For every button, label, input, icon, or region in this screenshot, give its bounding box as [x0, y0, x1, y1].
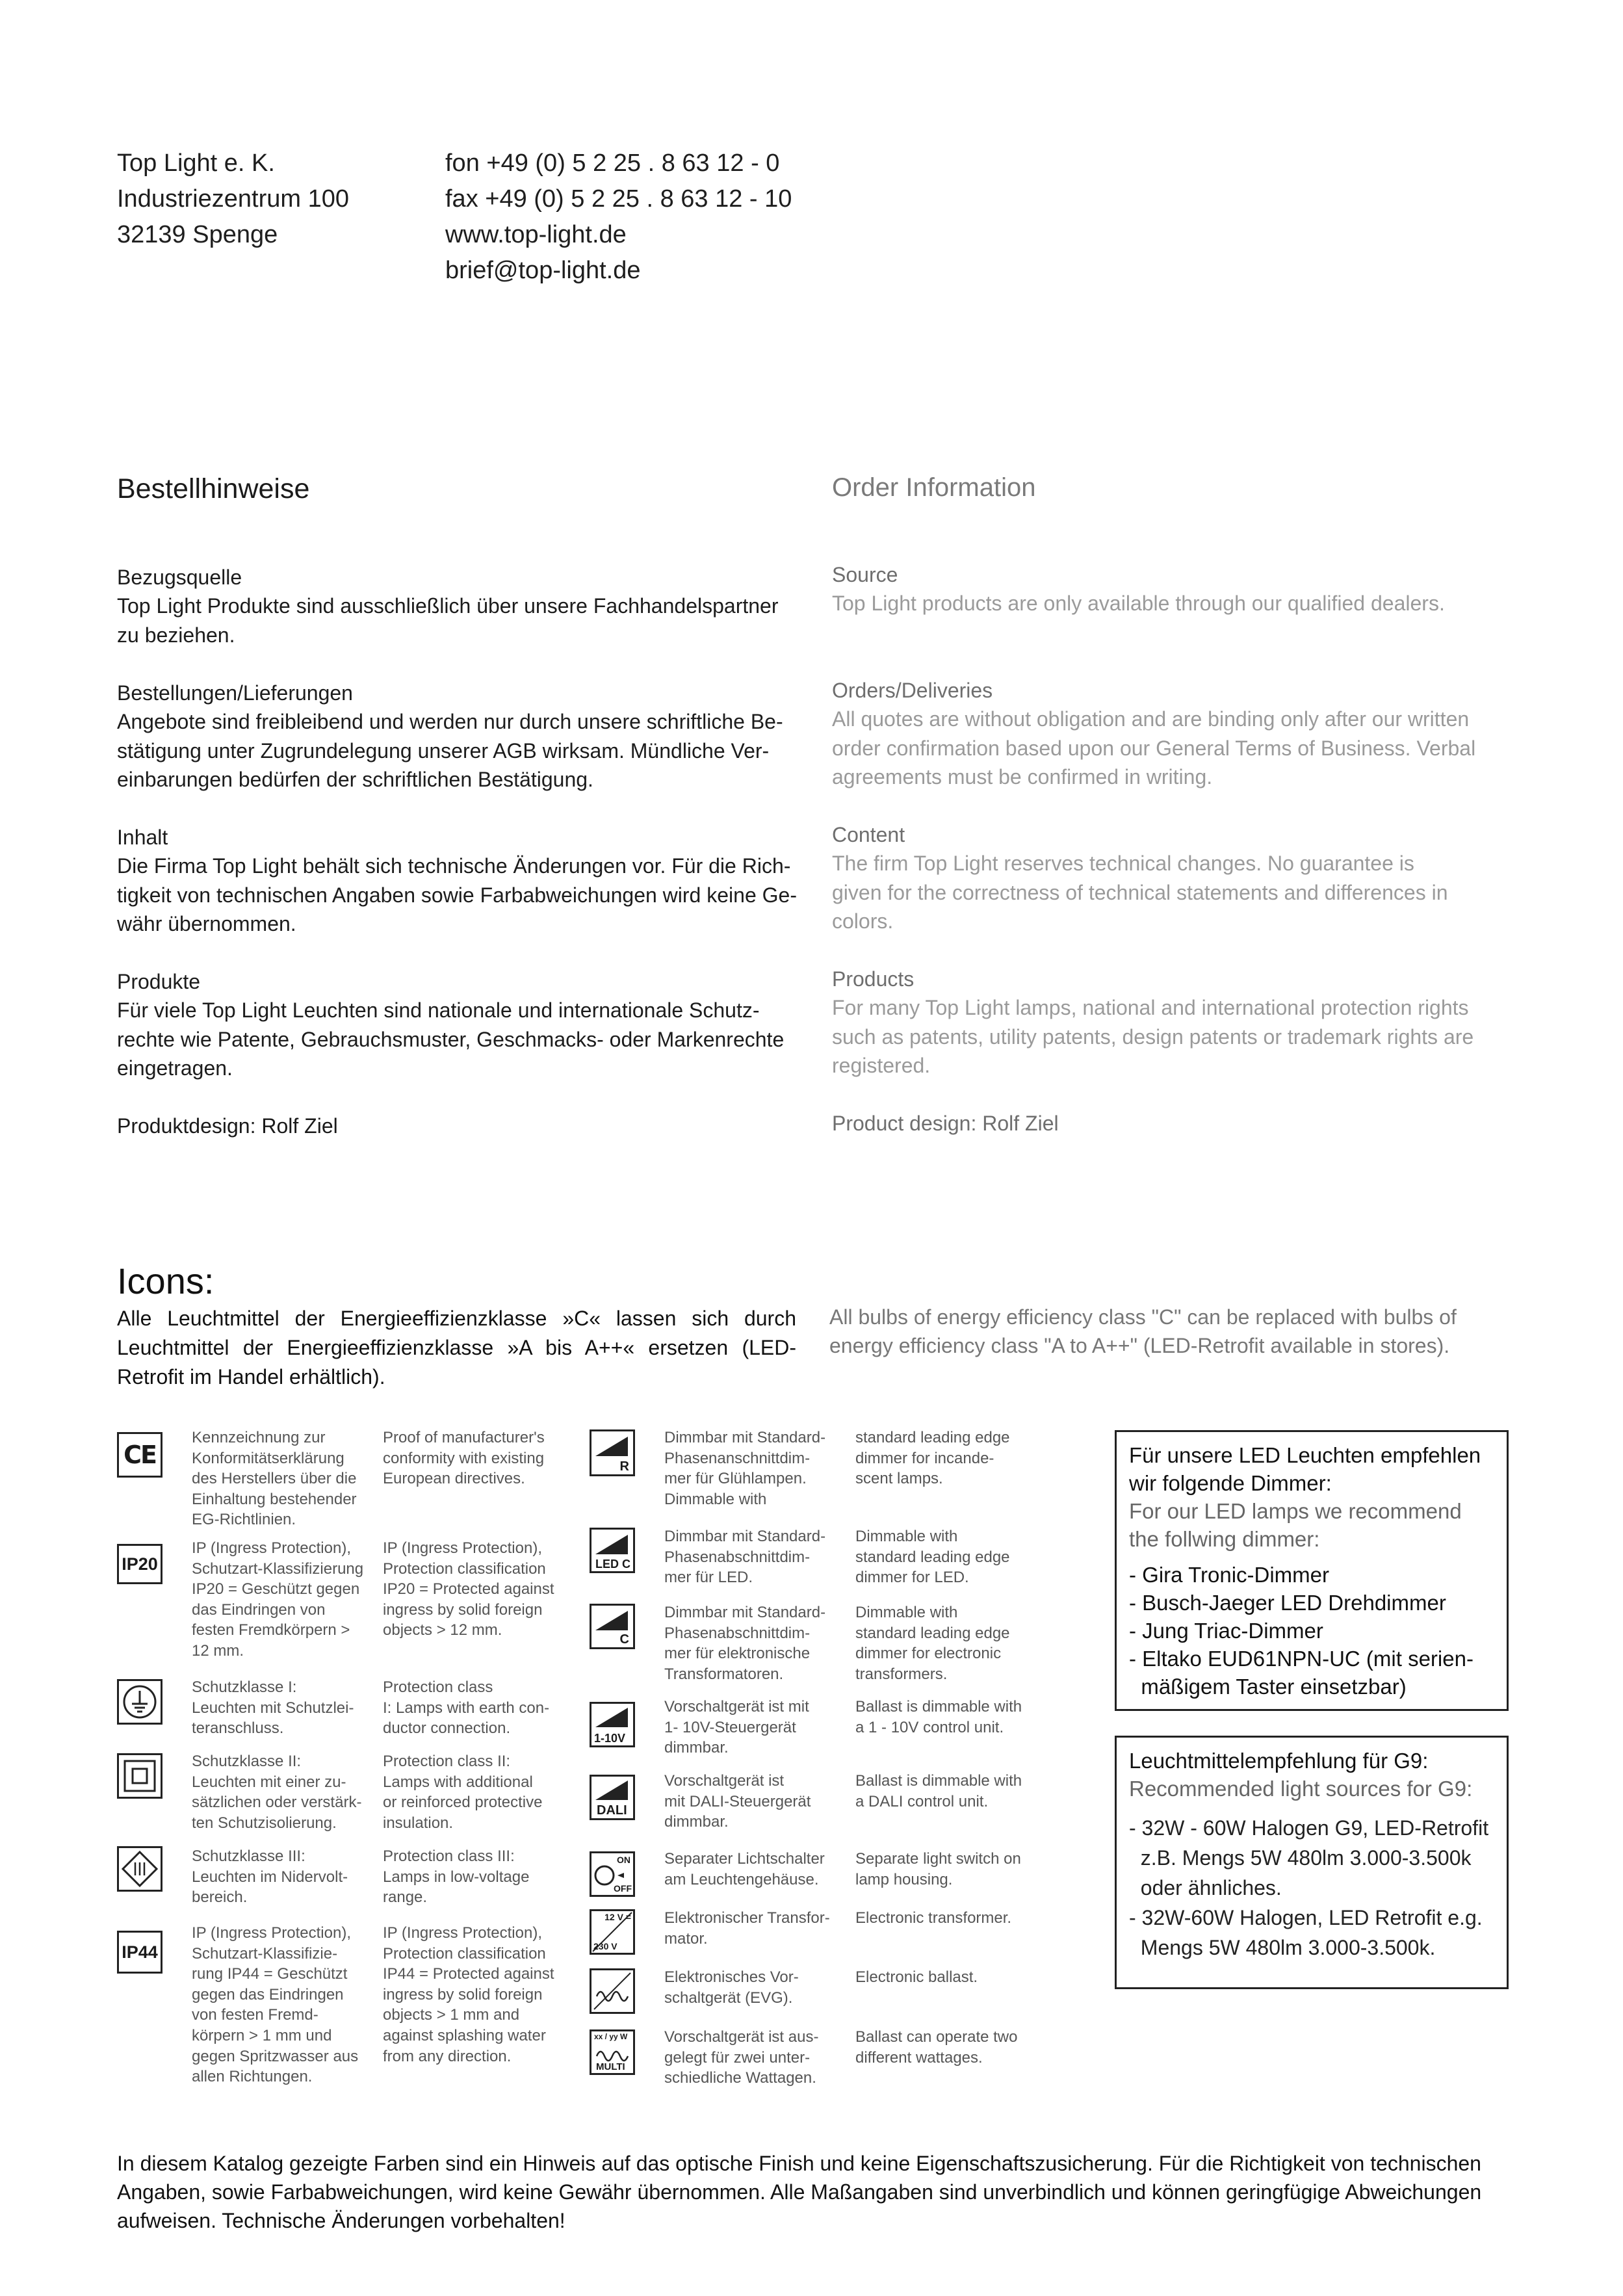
text-line: or reinforced protective: [383, 1794, 543, 1812]
text-line: mator.: [664, 1929, 708, 1948]
legend-class2-de: [192, 1751, 361, 1833]
ip44-label: IP44: [122, 1942, 158, 1962]
text-line: einbarungen bedürfen der schriftlichen Bestätigung.: [117, 768, 593, 791]
legend-ip44-en: [383, 1923, 554, 2067]
text-line: Schutzklasse I:: [192, 1678, 297, 1696]
company-name: Top Light e. K.: [117, 150, 275, 177]
icon-label: 1-10V: [594, 1732, 626, 1745]
dimmer-c-icon: [590, 1604, 635, 1649]
section-source-en: [832, 560, 1445, 618]
text-line: IP (Ingress Protection),: [383, 1539, 542, 1557]
section-content-de: [117, 823, 797, 939]
icons-intro-de: [117, 1304, 796, 1392]
text-line: währ übernommen.: [117, 912, 296, 935]
text-line: schaltgerät (EVG).: [664, 1989, 793, 2007]
product-design-en: Product design: Rolf Ziel: [832, 1112, 1059, 1135]
text-line: mer für LED.: [664, 1569, 753, 1587]
text-line: Protection classification: [383, 1944, 546, 1963]
section-heading: Inhalt: [117, 826, 168, 849]
text-line: bereich.: [192, 1888, 248, 1907]
legend-dimmer-ledc-en: [855, 1526, 1010, 1588]
text-line: Phasenabschnittdim-: [664, 1548, 811, 1566]
text-line: standard leading edge: [855, 1548, 1010, 1566]
list-item: z.B. Mengs 5W 480lm 3.000-3.500k: [1129, 1846, 1472, 1870]
legend-ce-en: [383, 1428, 545, 1489]
text-line: Lamps with additional: [383, 1773, 533, 1791]
section-orders-de: [117, 679, 783, 794]
text-line: stätigung unter Zugrundelegung unserer AGB wirksam. Mündliche Ver-: [117, 738, 770, 763]
text-line: standard leading edge: [855, 1429, 1010, 1446]
text-line: IP20 = Geschützt gegen: [192, 1580, 360, 1598]
icon-label: DALI: [597, 1803, 627, 1818]
text-line: Recommended light sources for G9:: [1129, 1777, 1473, 1801]
legend-dimmer-c-de: [664, 1602, 825, 1684]
text-line: range.: [383, 1888, 428, 1907]
text-line: All bulbs of energy efficiency class "C" can be replaced with bulbs of: [829, 1305, 1457, 1329]
text-line: Phasenabschnittdim-: [664, 1624, 811, 1642]
text-line: Leuchten mit Schutzlei-: [192, 1699, 354, 1717]
text-line: IP (Ingress Protection),: [192, 1539, 351, 1557]
g9-recommendation-box: [1115, 1736, 1509, 1989]
text-line: For our LED lamps we recommend: [1129, 1499, 1462, 1523]
text-line: ingress by solid foreign: [383, 1985, 543, 2003]
legend-class3-en: [383, 1846, 529, 1908]
ip20-icon: [117, 1544, 162, 1584]
legend-class1-en: [383, 1677, 549, 1739]
text-line: conformity with existing: [383, 1449, 545, 1467]
text-line: Protection classification: [383, 1559, 546, 1578]
text-line: teranschluss.: [192, 1719, 284, 1738]
text-line: Für viele Top Light Leuchten sind nationale und internationale Schutz-: [117, 998, 760, 1022]
text-line: Dimmable with: [664, 1490, 767, 1508]
legend-class3-de: [192, 1846, 348, 1908]
text-line: Leuchtmittel der Energieeffizienzklasse »A bis A++« ersetzen (LED-: [117, 1336, 796, 1359]
legend-transformer-de: [664, 1908, 830, 1949]
text-line: a 1 - 10V control unit.: [855, 1718, 1004, 1736]
ip44-icon: [117, 1931, 162, 1974]
text-line: For many Top Light lamps, national and international protection rights: [832, 996, 1469, 1019]
list-item: - Gira Tronic-Dimmer: [1129, 1563, 1330, 1587]
section-orders-en: [832, 676, 1475, 792]
text-line: gegen Spritzwasser aus: [192, 2047, 359, 2065]
list-item: - Busch-Jaeger LED Drehdimmer: [1129, 1591, 1446, 1615]
text-line: Ballast can operate two: [855, 2028, 1018, 2046]
legend-dimmer-r-de: [664, 1428, 825, 1509]
section-products-en: [832, 965, 1474, 1080]
text-line: IP (Ingress Protection),: [192, 1924, 351, 1942]
text-line: Dimmbar mit Standard-: [664, 1604, 826, 1621]
text-line: Ballast is dimmable with: [855, 1772, 1022, 1790]
text-line: In diesem Katalog gezeigte Farben sind ein Hinweis auf das optische Finish und keine Eigenschaftszusicherung. Für die Richtigkeit von technischen: [117, 2152, 1481, 2175]
text-line: dimmer for incande-: [855, 1449, 994, 1467]
text-line: Vorschaltgerät ist mit: [664, 1698, 809, 1715]
list-item: Mengs 5W 480lm 3.000-3.500k.: [1129, 1936, 1436, 1959]
text-line: such as patents, utility patents, design patents or trademark rights are: [832, 1024, 1474, 1049]
text-line: wir folgende Dimmer:: [1129, 1471, 1332, 1495]
text-line: insulation.: [383, 1814, 454, 1832]
text-line: dimmbar.: [664, 1739, 729, 1757]
section-heading: Products: [832, 967, 915, 991]
text-line: objects > 1 mm and: [383, 2006, 520, 2024]
legend-ce-de: [192, 1428, 357, 1530]
text-line: standard leading edge: [855, 1624, 1010, 1642]
text-line: IP (Ingress Protection),: [383, 1924, 542, 1942]
text-line: dimmer for electronic: [855, 1645, 1002, 1663]
text-line: IP20 = Protected against: [383, 1580, 554, 1598]
text-line: Dimmbar mit Standard-: [664, 1429, 826, 1446]
text-line: tigkeit von technischen Angaben sowie Farbabweichungen wird keine Ge-: [117, 883, 797, 907]
text-line: registered.: [832, 1054, 931, 1077]
legend-dali-en: [855, 1771, 1022, 1812]
dimmer-led-c-icon: [590, 1528, 635, 1573]
text-line: schiedliche Wattagen.: [664, 2069, 816, 2087]
icon-label: R: [619, 1459, 629, 1474]
text-line: transformers.: [855, 1665, 948, 1683]
order-info-title-en: Order Information: [832, 473, 1036, 502]
text-line: Vorschaltgerät ist: [664, 1772, 785, 1790]
text-line: Transformatoren.: [664, 1665, 784, 1683]
text-line: sätzlichen oder verstärk-: [192, 1794, 362, 1812]
text-line: eingetragen.: [117, 1056, 233, 1080]
list-item: mäßigem Taster einsetzbar): [1129, 1675, 1407, 1699]
company-city: 32139 Spenge: [117, 221, 278, 248]
text-line: against splashing water: [383, 2026, 546, 2044]
legend-transformer-en: [855, 1908, 1011, 1929]
email-link[interactable]: brief@top-light.de: [445, 257, 641, 284]
icon-label: C: [619, 1632, 629, 1647]
dimmer-1-10v-icon: [590, 1702, 635, 1747]
text-line: Phasenanschnittdim-: [664, 1449, 811, 1467]
text-line: colors.: [832, 909, 894, 933]
section-heading: Source: [832, 563, 898, 586]
ce-mark-icon: [117, 1432, 162, 1478]
text-line: the follwing dimmer:: [1129, 1527, 1320, 1551]
text-line: Top Light products are only available through our qualified dealers.: [832, 592, 1445, 615]
text-line: Protection class III:: [383, 1847, 515, 1865]
text-line: objects > 12 mm.: [383, 1621, 502, 1639]
section-heading: Bezugsquelle: [117, 566, 242, 589]
text-line: Schutzklasse II:: [192, 1753, 302, 1770]
text-line: Separate light switch on: [855, 1850, 1021, 1868]
section-heading: Produkte: [117, 970, 201, 993]
text-line: I: Lamps with earth con-: [383, 1699, 550, 1717]
dimmer-recommendation-box: [1115, 1430, 1509, 1711]
text-line: mer für elektronische: [664, 1645, 811, 1663]
electronic-ballast-icon: [590, 1968, 635, 2014]
text-line: Dimmbar mit Standard-: [664, 1528, 826, 1545]
legend-switch-de: [664, 1849, 825, 1890]
ce-label: CE: [123, 1441, 156, 1469]
text-line: Dimmable with: [855, 1604, 958, 1621]
text-line: different wattages.: [855, 2048, 983, 2067]
text-line: Leuchten mit einer zu-: [192, 1773, 346, 1791]
text-line: Alle Leuchtmittel der Energieeffizienzklasse »C« lassen sich durch: [117, 1307, 796, 1330]
icon-label: MULTI: [596, 2061, 625, 2072]
text-line: festen Fremdkörpern >: [192, 1621, 350, 1639]
legend-ip20-de: [192, 1538, 363, 1662]
text-line: agreements must be confirmed in writing.: [832, 765, 1213, 789]
text-line: Protection class II:: [383, 1753, 511, 1770]
text-line: 12 mm.: [192, 1641, 244, 1660]
text-line: Electronic ballast.: [855, 1968, 978, 1986]
text-line: von festen Fremd-: [192, 2006, 318, 2024]
text-line: Einhaltung bestehender: [192, 1490, 357, 1508]
text-line: Ballast is dimmable with: [855, 1698, 1022, 1715]
fax: fax +49 (0) 5 2 25 . 8 63 12 - 10: [445, 185, 792, 213]
text-line: rung IP44 = Geschützt: [192, 1965, 348, 1983]
icons-title: Icons:: [117, 1260, 214, 1301]
text-line: Schutzart-Klassifizie-: [192, 1944, 338, 1963]
text-line: lamp housing.: [855, 1870, 953, 1888]
list-item: oder ähnliches.: [1129, 1876, 1282, 1899]
text-line: The firm Top Light reserves technical changes. No guarantee is: [832, 852, 1414, 875]
text-line: am Leuchtengehäuse.: [664, 1870, 819, 1888]
text-line: 1- 10V-Steuergerät: [664, 1718, 796, 1736]
text-line: from any direction.: [383, 2047, 512, 2065]
company-address: [117, 146, 349, 253]
legend-switch-en: [855, 1849, 1021, 1890]
protection-class-1-icon: [117, 1679, 162, 1725]
text-line: Electronic transformer.: [855, 1909, 1012, 1927]
text-line: Lamps in low-voltage: [383, 1868, 530, 1886]
text-line: Top Light Produkte sind ausschließlich über unsere Fachhandelspartner: [117, 594, 779, 618]
text-line: given for the correctness of technical statements and differences in: [832, 880, 1448, 904]
text-line: Elektronisches Vor-: [664, 1968, 799, 1986]
text-line: Konformitätserklärung: [192, 1449, 344, 1467]
legend-class1-de: [192, 1677, 354, 1739]
text-line: allen Richtungen.: [192, 2068, 313, 2086]
legend-dali-de: [664, 1771, 811, 1833]
text-line: Leuchtmittelempfehlung für G9:: [1129, 1749, 1429, 1773]
section-content-en: [832, 820, 1448, 936]
text-line: Angebote sind freibleibend und werden nur durch unsere schriftliche Be-: [117, 710, 783, 733]
product-design-de: Produktdesign: Rolf Ziel: [117, 1114, 338, 1138]
legend-dimmer-c-en: [855, 1602, 1010, 1684]
text-line: Separater Lichtschalter: [664, 1850, 825, 1868]
phone: fon +49 (0) 5 2 25 . 8 63 12 - 0: [445, 150, 780, 177]
text-line: Proof of manufacturer's: [383, 1429, 545, 1446]
legend-dimmer-ledc-de: [664, 1526, 825, 1588]
text-line: EG-Richtlinien.: [192, 1511, 296, 1529]
ip20-label: IP20: [122, 1554, 158, 1574]
text-line: Retrofit im Handel erhältlich).: [117, 1365, 385, 1389]
text-line: dimmbar.: [664, 1813, 729, 1831]
text-line: Schutzklasse III:: [192, 1847, 305, 1865]
legend-1-10v-de: [664, 1697, 809, 1758]
text-line: das Eindringen von: [192, 1600, 326, 1619]
text-line: gegen das Eindringen: [192, 1985, 344, 2003]
text-line: Leuchten im Nidervolt-: [192, 1868, 348, 1886]
text-line: IP44 = Protected against: [383, 1965, 554, 1983]
text-line: Kennzeichnung zur: [192, 1429, 326, 1446]
text-line: ingress by solid foreign: [383, 1600, 543, 1619]
text-line: mit DALI-Steuergerät: [664, 1792, 811, 1810]
text-line: Protection class: [383, 1678, 493, 1696]
order-info-title-de: Bestellhinweise: [117, 473, 310, 504]
on-off-switch-icon: ON OFF: [590, 1851, 635, 1897]
section-source-de: [117, 563, 778, 649]
text-line: körpern > 1 mm und: [192, 2026, 332, 2044]
text-line: rechte wie Patente, Gebrauchsmuster, Geschmacks- oder Markenrechte: [117, 1027, 785, 1051]
text-line: zu beziehen.: [117, 623, 235, 647]
text-line: Schutzart-Klassifizierung: [192, 1559, 364, 1578]
text-line: Vorschaltgerät ist aus-: [664, 2028, 819, 2046]
dimmer-r-icon: [590, 1429, 635, 1476]
website-link[interactable]: www.top-light.de: [445, 221, 627, 248]
section-heading: Bestellungen/Lieferungen: [117, 681, 353, 705]
electronic-transformer-icon: 12 V = 230 V: [590, 1909, 635, 1955]
company-contact: [445, 146, 792, 289]
text-line: Die Firma Top Light behält sich technische Änderungen vor. Für die Rich-: [117, 854, 791, 878]
dali-icon: [590, 1775, 635, 1820]
section-heading: Orders/Deliveries: [832, 679, 993, 702]
text-line: Angaben, sowie Farbabweichungen, wird keine Gewähr übernommen. Alle Maßangaben sind unverbindlich und können geringfügige Abweichungen: [117, 2180, 1482, 2204]
legend-ip44-de: [192, 1923, 358, 2087]
text-line: a DALI control unit.: [855, 1792, 989, 1810]
icons-intro-en: [829, 1303, 1457, 1360]
text-line: order confirmation based upon our General Terms of Business. Verbal: [832, 736, 1476, 760]
footer-disclaimer: [117, 2149, 1481, 2235]
legend-ip20-en: [383, 1538, 554, 1641]
list-item: - 32W - 60W Halogen G9, LED-Retrofit: [1129, 1816, 1489, 1840]
text-line: ten Schutzisolierung.: [192, 1814, 337, 1832]
text-line: Elektronischer Transfor-: [664, 1909, 830, 1927]
text-line: Dimmable with: [855, 1528, 958, 1545]
text-line: dimmer for LED.: [855, 1569, 969, 1587]
protection-class-2-icon: [117, 1753, 162, 1799]
legend-1-10v-en: [855, 1697, 1022, 1738]
legend-ballast-en: [855, 1967, 978, 1988]
text-line: All quotes are without obligation and are binding only after our written: [832, 707, 1470, 731]
multi-wattage-icon: xx / yy W MULTI: [590, 2029, 635, 2075]
text-line: European directives.: [383, 1470, 525, 1488]
company-street: Industriezentrum 100: [117, 185, 349, 213]
text-line: energy efficiency class "A to A++" (LED-Retrofit available in stores).: [829, 1334, 1450, 1357]
legend-multi-de: [664, 2027, 818, 2089]
legend-ballast-de: [664, 1967, 799, 2008]
legend-class2-en: [383, 1751, 542, 1833]
protection-class-3-icon: [117, 1846, 162, 1892]
icon-label: LED C: [595, 1558, 630, 1571]
text-line: scent lamps.: [855, 1470, 943, 1488]
legend-multi-en: [855, 2027, 1017, 2068]
text-line: des Herstellers über die: [192, 1470, 357, 1488]
legend-dimmer-r-en: [855, 1428, 1010, 1489]
list-item: - Eltako EUD61NPN-UC (mit serien-: [1129, 1647, 1474, 1671]
text-line: mer für Glühlampen.: [664, 1470, 807, 1488]
list-item: - 32W-60W Halogen, LED Retrofit e.g.: [1129, 1906, 1483, 1929]
text-line: aufweisen. Technische Änderungen vorbehalten!: [117, 2209, 565, 2232]
text-line: gelegt für zwei unter-: [664, 2048, 811, 2067]
text-line: ductor connection.: [383, 1719, 511, 1738]
section-heading: Content: [832, 823, 905, 846]
list-item: - Jung Triac-Dimmer: [1129, 1619, 1323, 1643]
text-line: Für unsere LED Leuchten empfehlen: [1129, 1443, 1481, 1467]
section-products-de: [117, 967, 784, 1083]
